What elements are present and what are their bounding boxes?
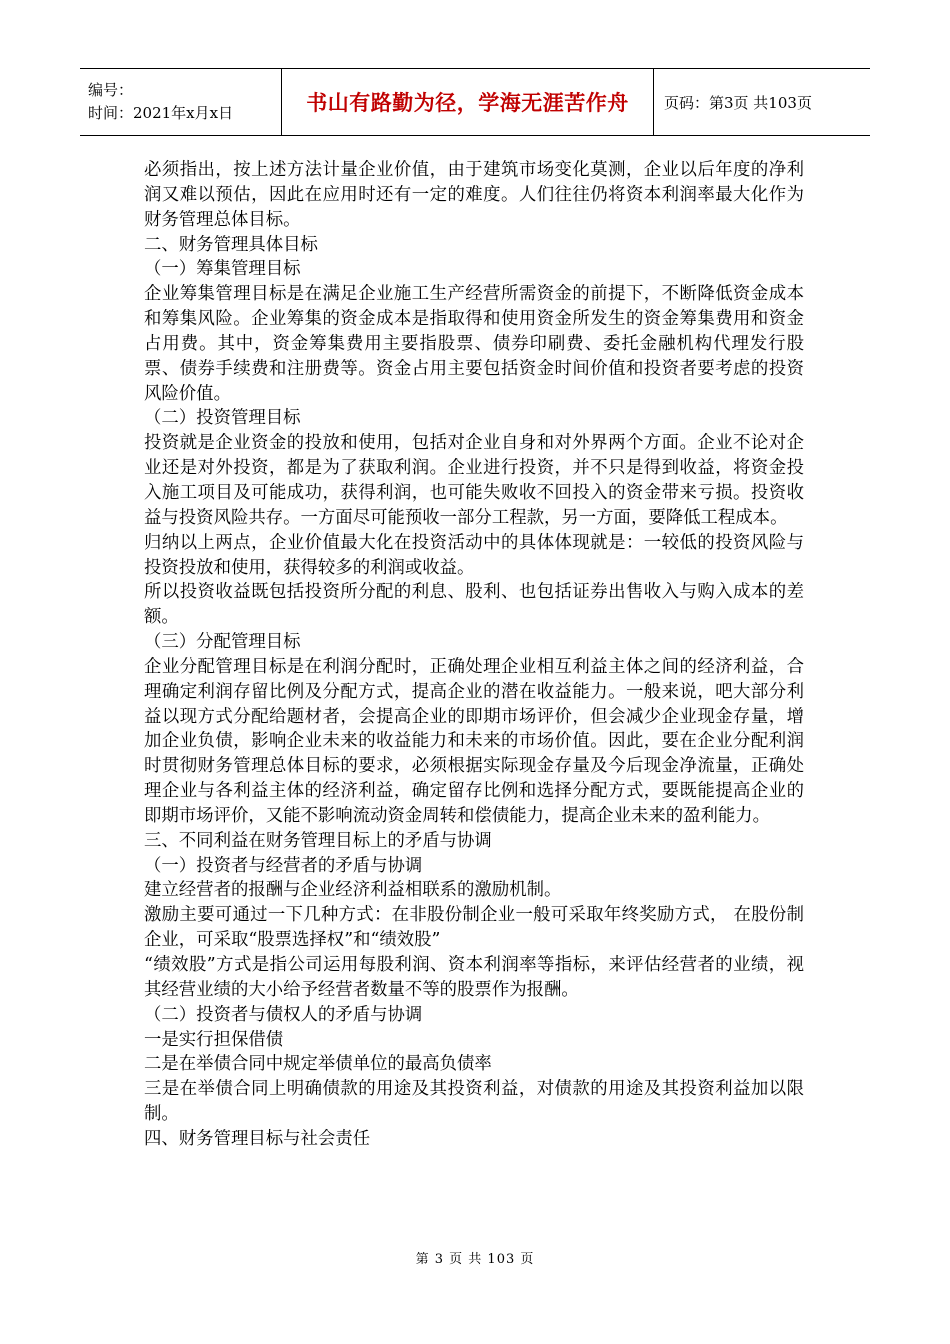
subsection-heading: （一）筹集管理目标 bbox=[144, 259, 301, 280]
header-page-info: 页码：第3页 共103页 bbox=[664, 93, 812, 112]
subsection-heading: （三）分配管理目标 bbox=[144, 632, 301, 653]
paragraph: “绩效股”方式是指公司运用每股利润、资本利润率等指标，来评估经营者的业绩，视其经营业绩的大小给予经营者数量不等的股票作为报酬。 bbox=[144, 955, 804, 1000]
list-item: 三是在举债合同上明确债款的用途及其投资利益，对债款的用途及其投资利益加以限制。 bbox=[144, 1079, 804, 1125]
subsection-heading: （二）投资者与债权人的矛盾与协调 bbox=[144, 1004, 423, 1025]
paragraph: 投资就是企业资金的投放和使用，包括对企业自身和对外界两个方面。企业不论对企业还是对外投资，都是为了获取利润。企业进行投资，并不只是得到收益，将资金投入施工项目及可能成功，获得利润，也可能失败收不回投入的资金带来亏损。投资收益与投资风险共存。一方面尽可能预收一部分工程款，另一方面，要降低工程成本。 bbox=[144, 433, 804, 528]
subsection-heading: （二）投资管理目标 bbox=[144, 408, 301, 429]
list-item: 一是实行担保借债 bbox=[144, 1029, 284, 1050]
paragraph: 企业分配管理目标是在利润分配时，正确处理企业相互利益主体之间的经济利益，合理确定利润存留比例及分配方式，提高企业的潜在收益能力。一般来说，吧大部分利益以现方式分配给题材者，会提高企业的即期市场评价，但会减少企业现金存量，增加企业负债，影响企业未来的收益能力和未来的市场价值。因此，要在企业分配利润时贯彻财务管理总体目标的要求，必须根据实际现金存量及今后现金净流量，正确处理企业与各利益主体的经济利益，确定留存比例和选择分配方式，要既能提高企业的即期市场评价，又能不影响流动资金周转和偿债能力，提高企业未来的盈利能力。 bbox=[144, 656, 804, 826]
paragraph: 归纳以上两点，企业价值最大化在投资活动中的具体体现就是：一较低的投资风险与投资投放和使用，获得较多的利润或收益。 bbox=[144, 532, 804, 578]
document-date: 时间：2021年x月x日 bbox=[88, 104, 234, 122]
paragraph: 所以投资收益既包括投资所分配的利息、股利、也包括证券出售收入与购入成本的差额。 bbox=[144, 582, 804, 628]
header-motto: 书山有路勤为径，学海无涯苦作舟 bbox=[306, 90, 629, 115]
paragraph: 建立经营者的报酬与企业经济利益相联系的激励机制。 bbox=[144, 880, 562, 901]
list-item: 二是在举债合同中规定举债单位的最高负债率 bbox=[144, 1054, 492, 1075]
page-header bbox=[80, 68, 870, 136]
paragraph: 企业筹集管理目标是在满足企业施工生产经营所需资金的前提下，不断降低资金成本和筹集风险。企业筹集的资金成本是指取得和使用资金所发生的资金筹集费用和资金占用费。其中，资金筹集费用主要指股票、债券印刷费、委托金融机构代理发行股票、债券手续费和注册费等。资金占用主要包括资金时间价值和投资者要考虑的投资风险价值。 bbox=[144, 284, 804, 404]
section-heading: 二、财务管理具体目标 bbox=[144, 234, 318, 255]
subsection-heading: （一）投资者与经营者的矛盾与协调 bbox=[144, 855, 423, 876]
document-number: 编号： bbox=[88, 81, 134, 99]
section-heading: 四、财务管理目标与社会责任 bbox=[144, 1128, 371, 1149]
document-body bbox=[144, 158, 804, 1152]
paragraph: 必须指出，按上述方法计量企业价值，由于建筑市场变化莫测，企业以后年度的净利润又难以预估，因此在应用时还有一定的难度。人们往往仍将资本利润率最大化作为财务管理总体目标。 bbox=[144, 160, 804, 230]
header-meta bbox=[80, 69, 282, 135]
section-heading: 三、不同利益在财务管理目标上的矛盾与协调 bbox=[144, 830, 492, 851]
header-motto-cell bbox=[282, 69, 654, 135]
page-footer: 第 3 页 共 103 页 bbox=[415, 1252, 535, 1267]
paragraph: 激励主要可通过一下几种方式：在非股份制企业一般可采取年终奖励方式， 在股份制企业，可采取“股票选择权”和“绩效股” bbox=[144, 905, 804, 951]
